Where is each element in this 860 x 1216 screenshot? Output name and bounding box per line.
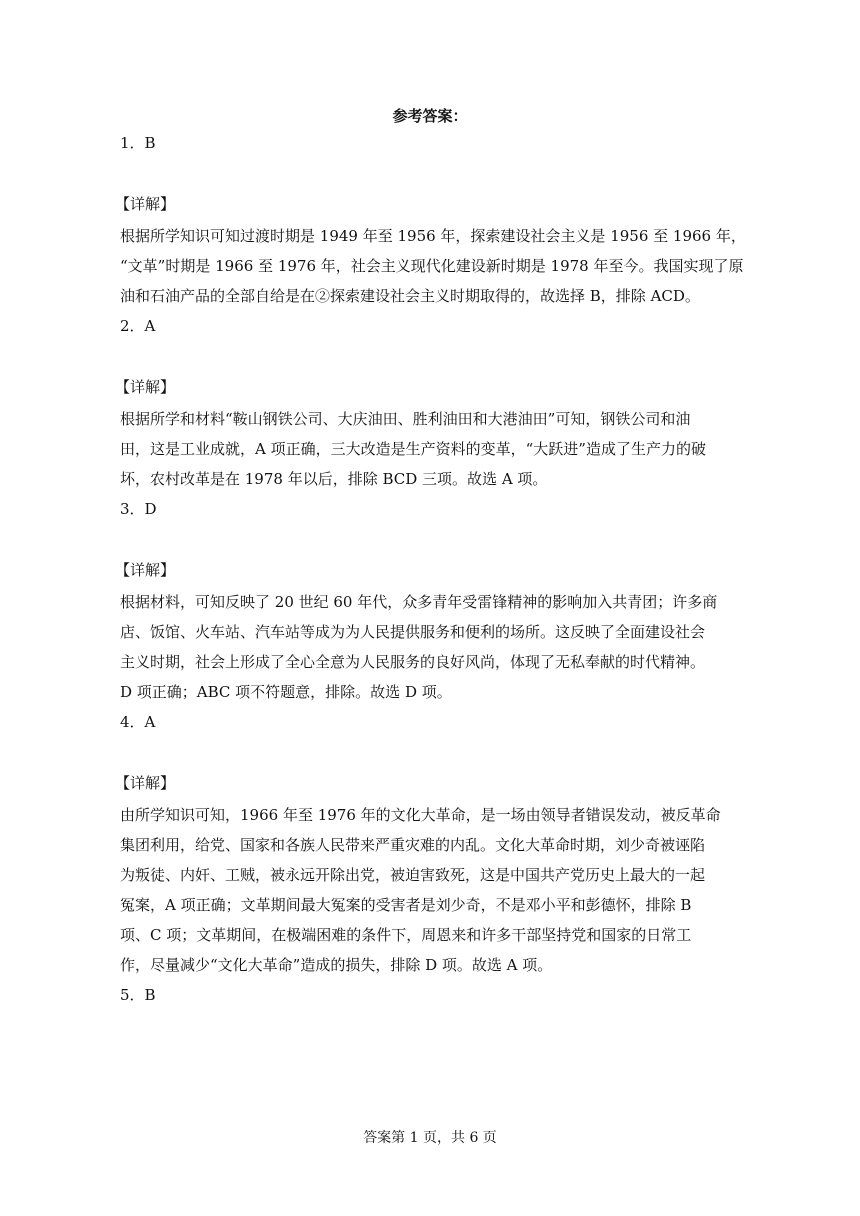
explanation-line: 冤案，A 项正确；文革期间最大冤案的受害者是刘少奇，不是邓小平和彭德怀，排除 B bbox=[120, 896, 692, 914]
answer-label-2: 2．A bbox=[120, 317, 156, 335]
explanation-heading-4: 【详解】 bbox=[115, 774, 176, 792]
question-block-3 bbox=[115, 499, 750, 707]
explanation-text-4 bbox=[120, 800, 750, 980]
explanation-line: 根据材料，可知反映了 20 世纪 60 年代，众多青年受雷锋精神的影响加入共青团；许多商 bbox=[120, 593, 718, 611]
answers-content bbox=[115, 133, 750, 1006]
explanation-line: 作，尽量减少“文化大革命”造成的损失，排除 D 项。故选 A 项。 bbox=[120, 956, 553, 974]
answer-label-3: 3．D bbox=[120, 500, 157, 518]
explanation-line: D 项正确；ABC 项不符题意，排除。故选 D 项。 bbox=[120, 683, 452, 701]
question-block-5 bbox=[120, 985, 750, 1006]
explanation-line: 为叛徒、内奸、工贼，被永远开除出党，被迫害致死，这是中国共产党历史上最大的一起 bbox=[120, 866, 706, 884]
question-block-4 bbox=[115, 712, 750, 980]
explanation-line: 根据所学和材料“鞍山钢铁公司、大庆油田、胜利油田和大港油田”可知，钢铁公司和油 bbox=[120, 410, 691, 428]
answer-label-5: 5．B bbox=[120, 986, 156, 1004]
explanation-line: “文革”时期是 1966 至 1976 年，社会主义现代化建设新时期是 1978 年至今。我国实现了原 bbox=[120, 257, 744, 275]
explanation-line: 项、C 项；文革期间，在极端困难的条件下，周恩来和许多干部坚持党和国家的日常工 bbox=[120, 926, 692, 944]
explanation-line: 油和石油产品的全部自给是在②探索建设社会主义时期取得的，故选择 B，排除 ACD。 bbox=[120, 287, 700, 305]
page-footer: 答案第 1 页，共 6 页 bbox=[363, 1130, 497, 1146]
explanation-line: 田，这是工业成就，A 项正确，三大改造是生产资料的变革，“大跃进”造成了生产力的破 bbox=[120, 440, 706, 458]
page-title: 参考答案： bbox=[392, 107, 468, 125]
explanation-line: 店、饭馆、火车站、汽车站等成为为人民提供服务和便利的场所。这反映了全面建设社会 bbox=[120, 623, 706, 641]
explanation-line: 主义时期，社会上形成了全心全意为人民服务的良好风尚，体现了无私奉献的时代精神。 bbox=[120, 653, 706, 671]
explanation-heading-3: 【详解】 bbox=[115, 561, 176, 579]
explanation-line: 根据所学知识可知过渡时期是 1949 年至 1956 年，探索建设社会主义是 1956 至 1966 年， bbox=[120, 227, 746, 245]
explanation-heading-1: 【详解】 bbox=[115, 195, 176, 213]
explanation-text-3 bbox=[120, 587, 750, 707]
explanation-line: 坏，农村改革是在 1978 年以后，排除 BCD 三项。故选 A 项。 bbox=[120, 470, 548, 488]
explanation-line: 集团利用，给党、国家和各族人民带来严重灾难的内乱。文化大革命时期，刘少奇被诬陷 bbox=[120, 836, 706, 854]
explanation-text-2 bbox=[120, 404, 750, 494]
explanation-line: 由所学知识可知，1966 年至 1976 年的文化大革命，是一场由领导者错误发动，被反革命 bbox=[120, 806, 721, 824]
answer-label-1: 1．B bbox=[120, 134, 156, 152]
question-block-2 bbox=[115, 316, 750, 494]
explanation-text-1 bbox=[120, 221, 750, 311]
question-block-1 bbox=[115, 133, 750, 311]
explanation-heading-2: 【详解】 bbox=[115, 378, 176, 396]
answer-label-4: 4．A bbox=[120, 713, 156, 731]
